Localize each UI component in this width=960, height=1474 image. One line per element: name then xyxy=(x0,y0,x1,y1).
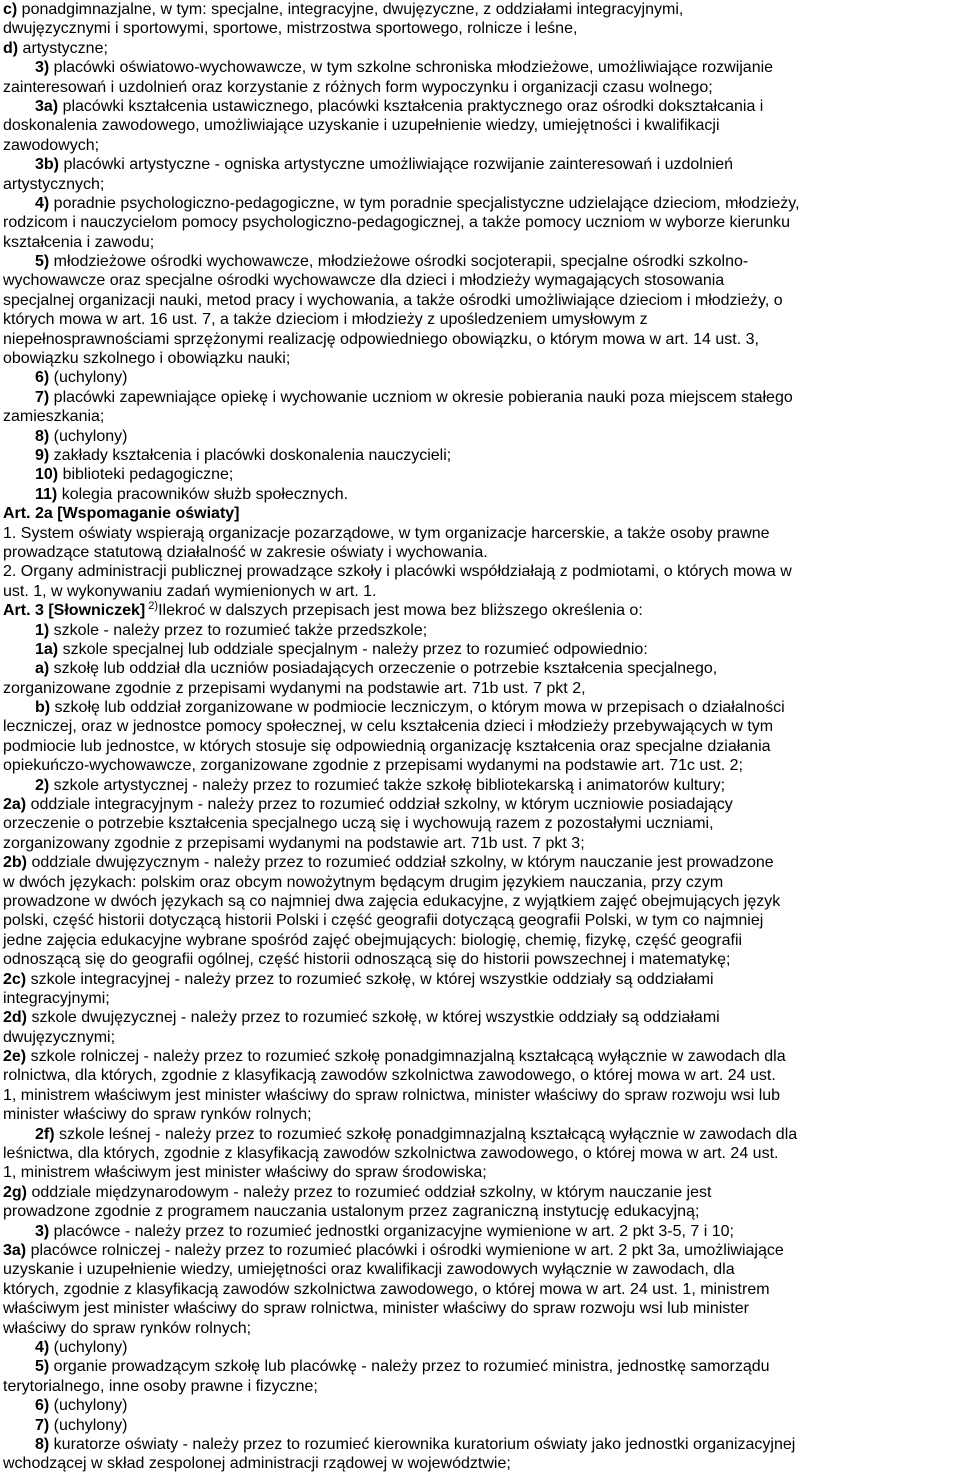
text-line xyxy=(3,1260,959,1279)
line-text: (uchylony) xyxy=(49,427,128,445)
text-line xyxy=(3,97,959,116)
line-text: których, zgodnie z klasyfikacją zawodów szkolnictwa zawodowego, o której mowa w art. 24 ust. 1, ministrem xyxy=(3,1280,770,1298)
item-marker: 2d) xyxy=(3,1009,27,1027)
text-line xyxy=(3,1319,959,1338)
footnote-ref: 2) xyxy=(145,600,159,613)
line-text: 1. System oświaty wspierają organizacje pozarządowe, w tym organizacje harcerskie, a także osoby prawne xyxy=(3,524,770,542)
line-text: wychowawcze oraz specjalne ośrodki wychowawcze dla dzieci i młodzieży wymagających stosowania xyxy=(3,272,725,290)
line-text: placówki kształcenia ustawicznego, placówki kształcenia praktycznego oraz ośrodki dokształcania i xyxy=(58,97,764,115)
text-line xyxy=(3,291,959,310)
text-line xyxy=(3,427,959,446)
text-line xyxy=(3,504,959,523)
text-line xyxy=(3,698,959,717)
text-line xyxy=(3,465,959,484)
text-line xyxy=(3,136,959,155)
text-line xyxy=(3,873,959,892)
text-line xyxy=(3,1416,959,1435)
line-text: kolegia pracowników służb społecznych. xyxy=(57,485,349,503)
text-line xyxy=(3,116,959,135)
line-text: terytorialnego, inne osoby prawne i fizyczne; xyxy=(3,1377,318,1395)
item-marker: 2f) xyxy=(35,1125,55,1143)
text-line xyxy=(3,252,959,271)
text-line xyxy=(3,368,959,387)
item-marker: 3a) xyxy=(35,97,59,115)
item-marker: 11) xyxy=(35,485,58,503)
line-text: artystycznych; xyxy=(3,175,105,193)
item-marker: 10) xyxy=(35,466,59,484)
text-line xyxy=(3,562,959,581)
line-text: szkole specjalnej lub oddziale specjalnym - należy przez to rozumieć odpowiednio: xyxy=(58,640,648,658)
text-line xyxy=(3,1299,959,1318)
text-line xyxy=(3,19,959,38)
line-text: odnoszącą się do geografii ogólnej, część historii odnoszącą się do historii powszechnej i matematykę; xyxy=(3,951,731,969)
line-text: biblioteki pedagogiczne; xyxy=(58,466,234,484)
text-line xyxy=(3,1357,959,1376)
line-text: leczniczej, oraz w jednostce pomocy społecznej, w celu kształcenia dzieci i młodzieży przebywających w tym xyxy=(3,718,774,736)
item-marker: Art. 3 [Słowniczek] xyxy=(3,602,146,620)
text-line xyxy=(3,911,959,930)
line-text: opiekuńczo-wychowawcze, zorganizowane zgodnie z przepisami wydanymi na podstawie art. 71c ust. 2; xyxy=(3,757,743,775)
text-line xyxy=(3,78,959,97)
text-line xyxy=(3,1144,959,1163)
text-line xyxy=(3,892,959,911)
line-text: placówki zapewniające opiekę i wychowanie uczniom w okresie pobierania nauki poza miejscem stałego xyxy=(49,388,793,406)
line-text: właściwym jest minister właściwy do spraw rolnictwa, minister właściwy do spraw rozwoju wsi lub minister xyxy=(3,1300,749,1318)
line-text: szkołę lub oddział zorganizowane w podmiocie leczniczym, o którym mowa w przepisach o działalności xyxy=(50,699,785,717)
line-text: prowadzone zgodnie z programem nauczania ustalonym przez zagraniczną instytucję edukacyjną; xyxy=(3,1203,700,1221)
item-marker: c) xyxy=(3,1,18,18)
text-line xyxy=(3,582,959,601)
text-line xyxy=(3,388,959,407)
text-line xyxy=(3,446,959,465)
line-text: szkole dwujęzycznej - należy przez to rozumieć szkołę, w której wszystkie oddziały są oddziałami xyxy=(27,1009,720,1027)
line-text: dwujęzycznymi; xyxy=(3,1028,116,1046)
text-line xyxy=(3,621,959,640)
item-marker: 4) xyxy=(35,1338,50,1356)
item-marker: 8) xyxy=(35,1435,50,1453)
text-line xyxy=(3,853,959,872)
text-line xyxy=(3,795,959,814)
item-marker: 1a) xyxy=(35,640,59,658)
text-line xyxy=(3,1086,959,1105)
line-text: podmiocie lub jednostce, w których stosuje się odpowiednią organizację kształcenia oraz specjalne działania xyxy=(3,737,771,755)
item-marker: 2b) xyxy=(3,854,27,872)
text-line xyxy=(3,1066,959,1085)
text-line xyxy=(3,717,959,736)
line-text: placówki artystyczne - ogniska artystyczne umożliwiające rozwijanie zainteresowań i uzdolnień xyxy=(59,156,734,174)
text-line xyxy=(3,1280,959,1299)
line-text: poradnie psychologiczno-pedagogiczne, w tym poradnie specjalistyczne udzielające dzieciom, młodzieży, xyxy=(49,194,800,212)
text-line xyxy=(3,39,959,58)
text-line xyxy=(3,1183,959,1202)
line-text: kształcenia i zawodu; xyxy=(3,233,155,251)
line-text: (uchylony) xyxy=(49,1416,128,1434)
text-line xyxy=(3,679,959,698)
item-marker: 3b) xyxy=(35,156,59,174)
text-line xyxy=(3,834,959,853)
line-text: doskonalenia zawodowego, umożliwiające uzyskanie i uzupełnienie wiedzy, umiejętności i kwalifikacji xyxy=(3,117,720,135)
item-marker: 5) xyxy=(35,253,50,271)
line-text: uzyskanie i uzupełnienie wiedzy, umiejętności oraz kwalifikacji zawodowych wyłącznie w zawodach, dla xyxy=(3,1261,735,1279)
text-line xyxy=(3,989,959,1008)
text-line xyxy=(3,1047,959,1066)
line-text: orzeczenie o potrzebie kształcenia specjalnego uczą się i wychowują razem z pozostałymi uczniami, xyxy=(3,815,714,833)
line-text: szkole leśnej - należy przez to rozumieć szkołę ponadgimnazjalną kształcącą wyłącznie w zawodach dla xyxy=(54,1125,798,1143)
line-text: zawodowych; xyxy=(3,136,100,154)
line-text: oddziale integracyjnym - należy przez to rozumieć oddział szkolny, w którym uczniowie posiadający xyxy=(26,796,733,814)
item-marker: 6) xyxy=(35,1397,50,1415)
text-line xyxy=(3,950,959,969)
line-text: (uchylony) xyxy=(49,369,128,387)
line-text: w dwóch językach: polskim oraz obcym nowożytnym będącym drugim językiem nauczania, przy czym xyxy=(3,873,724,891)
item-marker: 2c) xyxy=(3,970,27,988)
item-marker: 5) xyxy=(35,1358,50,1376)
item-marker: 3a) xyxy=(3,1242,27,1259)
text-line xyxy=(3,407,959,426)
text-line xyxy=(3,970,959,989)
text-line xyxy=(3,310,959,329)
text-line xyxy=(3,1008,959,1027)
text-line xyxy=(3,213,959,232)
line-text: oddziale dwujęzycznym - należy przez to rozumieć oddział szkolny, w którym nauczanie jest prowadzone xyxy=(27,854,774,872)
line-text: oddziale międzynarodowym - należy przez to rozumieć oddział szkolny, w którym nauczanie jest xyxy=(27,1183,712,1201)
item-marker: 9) xyxy=(35,446,50,464)
item-marker: 2) xyxy=(35,776,50,794)
text-line xyxy=(3,155,959,174)
text-line xyxy=(3,1163,959,1182)
line-text: rodzicom i nauczycielom pomocy psychologiczno-pedagogicznej, a także pomocy uczniom w wyborze kierunku xyxy=(3,214,791,232)
line-text: placówki oświatowo-wychowawcze, w tym szkolne schroniska młodzieżowe, umożliwiające rozwijanie xyxy=(49,59,774,77)
text-line xyxy=(3,776,959,795)
item-marker: 8) xyxy=(35,427,50,445)
text-line xyxy=(3,814,959,833)
line-text: szkołę lub oddział dla uczniów posiadających orzeczenie o potrzebie kształcenia specjalnego, xyxy=(49,660,718,678)
item-marker: 2e) xyxy=(3,1048,27,1066)
line-text: zakłady kształcenia i placówki doskonalenia nauczycieli; xyxy=(49,446,452,464)
line-text: młodzieżowe ośrodki wychowawcze, młodzieżowe ośrodki socjoterapii, specjalne ośrodki szkolno- xyxy=(49,253,749,271)
line-text: szkole rolniczej - należy przez to rozumieć szkołę ponadgimnazjalną kształcącą wyłącznie w zawodach dla xyxy=(26,1048,786,1066)
line-text: polski, część historii dotyczącą historii Polski i część geografii dotyczącą geografii Polski, w tym co najmniej xyxy=(3,912,764,930)
line-text: organie prowadzącym szkołę lub placówkę - należy przez to rozumieć ministra, jednostkę samorządu xyxy=(49,1358,770,1376)
text-line xyxy=(3,1241,959,1260)
text-line xyxy=(3,485,959,504)
line-text: minister właściwy do spraw rynków rolnych; xyxy=(3,1106,312,1124)
line-text: ust. 1, w wykonywaniu zadań wymienionych w art. 1. xyxy=(3,582,377,600)
item-marker: 7) xyxy=(35,1416,50,1434)
item-marker: Art. 2a [Wspomaganie oświaty] xyxy=(3,505,240,523)
item-marker: 3) xyxy=(35,1222,50,1240)
text-line xyxy=(3,1202,959,1221)
text-line xyxy=(3,543,959,562)
text-line xyxy=(3,931,959,950)
text-line xyxy=(3,1454,959,1473)
line-text: których mowa w art. 16 ust. 7, a także dzieciom i młodzieży z upośledzeniem umysłowym z xyxy=(3,311,648,329)
text-line xyxy=(3,601,959,620)
text-line xyxy=(3,330,959,349)
line-text: wchodzącej w skład zespolonej administracji rządowej w województwie; xyxy=(3,1455,511,1473)
item-marker: b) xyxy=(35,699,51,717)
item-marker: 7) xyxy=(35,388,50,406)
line-text: szkole artystycznej - należy przez to rozumieć także szkołę bibliotekarską i animatorów kultury; xyxy=(49,776,726,794)
text-line xyxy=(3,1105,959,1124)
line-text: niepełnosprawnościami sprzężonymi realizację odpowiedniego obowiązku, o którym mowa w art. 14 ust. 3, xyxy=(3,330,759,348)
text-line xyxy=(3,1222,959,1241)
item-marker: d) xyxy=(3,39,19,57)
text-line xyxy=(3,1028,959,1047)
line-text: prowadzące statutową działalność w zakresie oświaty i wychowania. xyxy=(3,543,488,561)
text-line xyxy=(3,737,959,756)
item-marker: 3) xyxy=(35,59,50,77)
text-line xyxy=(3,349,959,368)
line-text: leśnictwa, dla których, zgodnie z klasyfikacją zawodów szkolnictwa zawodowego, o której mowa w art. 24 ust. xyxy=(3,1145,779,1163)
line-text: kuratorze oświaty - należy przez to rozumieć kierownika kuratorium oświaty jako jednostki organizacyjnej xyxy=(49,1435,796,1453)
line-text: (uchylony) xyxy=(49,1397,128,1415)
item-marker: 4) xyxy=(35,194,50,212)
text-line xyxy=(3,0,959,19)
item-marker: 1) xyxy=(35,621,50,639)
line-text: jedne zajęcia edukacyjne wybrane spośród zajęć obejmujących: biologię, chemię, fizykę, część geografii xyxy=(3,931,743,949)
item-marker: 6) xyxy=(35,369,50,387)
text-line xyxy=(3,175,959,194)
line-text: 1, ministrem właściwym jest minister właściwy do spraw środowiska; xyxy=(3,1164,487,1182)
line-text: zamieszkania; xyxy=(3,408,105,426)
text-line xyxy=(3,1377,959,1396)
line-text: 2. Organy administracji publicznej prowadzące szkoły i placówki współdziałają z podmiotami, o których mowa w xyxy=(3,563,792,581)
line-text: ponadgimnazjalne, w tym: specjalne, integracyjne, dwujęzyczne, z oddziałami integracyjnymi, xyxy=(17,1,684,18)
text-line xyxy=(3,640,959,659)
line-text: rolnictwa, dla których, zgodnie z klasyfikacją zawodów szkolnictwa zawodowego, o której mowa w art. 24 ust. xyxy=(3,1067,776,1085)
line-text: szkole - należy przez to rozumieć także przedszkole; xyxy=(49,621,428,639)
text-line xyxy=(3,1396,959,1415)
line-text: integracyjnymi; xyxy=(3,989,110,1007)
text-line xyxy=(3,756,959,775)
line-text: Ilekroć w dalszych przepisach jest mowa bez bliższego określenia o: xyxy=(158,602,643,620)
text-line xyxy=(3,659,959,678)
line-text: 1, ministrem właściwym jest minister właściwy do spraw rolnictwa, minister właściwy do spraw rozwoju wsi lub xyxy=(3,1086,781,1104)
line-text: placówce rolniczej - należy przez to rozumieć placówki i ośrodki wymienione w art. 2 pkt 3a, umożliwiające xyxy=(26,1242,784,1259)
line-text: specjalnej organizacji nauki, metod pracy i wychowania, a także ośrodki umożliwiające dzieciom i młodzieży, o xyxy=(3,291,783,309)
line-text: zorganizowane zgodnie z przepisami wydanymi na podstawie art. 71b ust. 7 pkt 2, xyxy=(3,679,586,697)
line-text: placówce - należy przez to rozumieć jednostki organizacyjne wymienione w art. 2 pkt 3-5, 7 i 10; xyxy=(49,1222,734,1240)
text-line xyxy=(3,1125,959,1144)
text-line xyxy=(3,58,959,77)
text-line xyxy=(3,233,959,252)
line-text: prowadzone w dwóch językach są co najmniej dwa zajęcia edukacyjne, z wyjątkiem zajęć obejmujących język xyxy=(3,892,781,910)
text-line xyxy=(3,524,959,543)
item-marker: a) xyxy=(35,660,50,678)
item-marker: 2a) xyxy=(3,796,27,814)
line-text: zorganizowany zgodnie z przepisami wydanymi na podstawie art. 71b ust. 7 pkt 3; xyxy=(3,834,585,852)
line-text: dwujęzycznymi i sportowymi, sportowe, mistrzostwa sportowego, rolnicze i leśne, xyxy=(3,20,578,38)
line-text: obowiązku szkolnego i obowiązku nauki; xyxy=(3,350,291,368)
item-marker: 2g) xyxy=(3,1183,27,1201)
line-text: szkole integracyjnej - należy przez to rozumieć szkołę, w której wszystkie oddziały są oddziałami xyxy=(26,970,714,988)
line-text: (uchylony) xyxy=(49,1338,128,1356)
line-text: właściwy do spraw rynków rolnych; xyxy=(3,1319,252,1337)
line-text: artystyczne; xyxy=(18,39,108,57)
text-line xyxy=(3,1435,959,1454)
text-line xyxy=(3,194,959,213)
text-line xyxy=(3,271,959,290)
text-line xyxy=(3,1338,959,1357)
line-text: zainteresowań i uzdolnień oraz korzystanie z różnych form wypoczynku i organizacji czasu wolnego; xyxy=(3,78,713,96)
